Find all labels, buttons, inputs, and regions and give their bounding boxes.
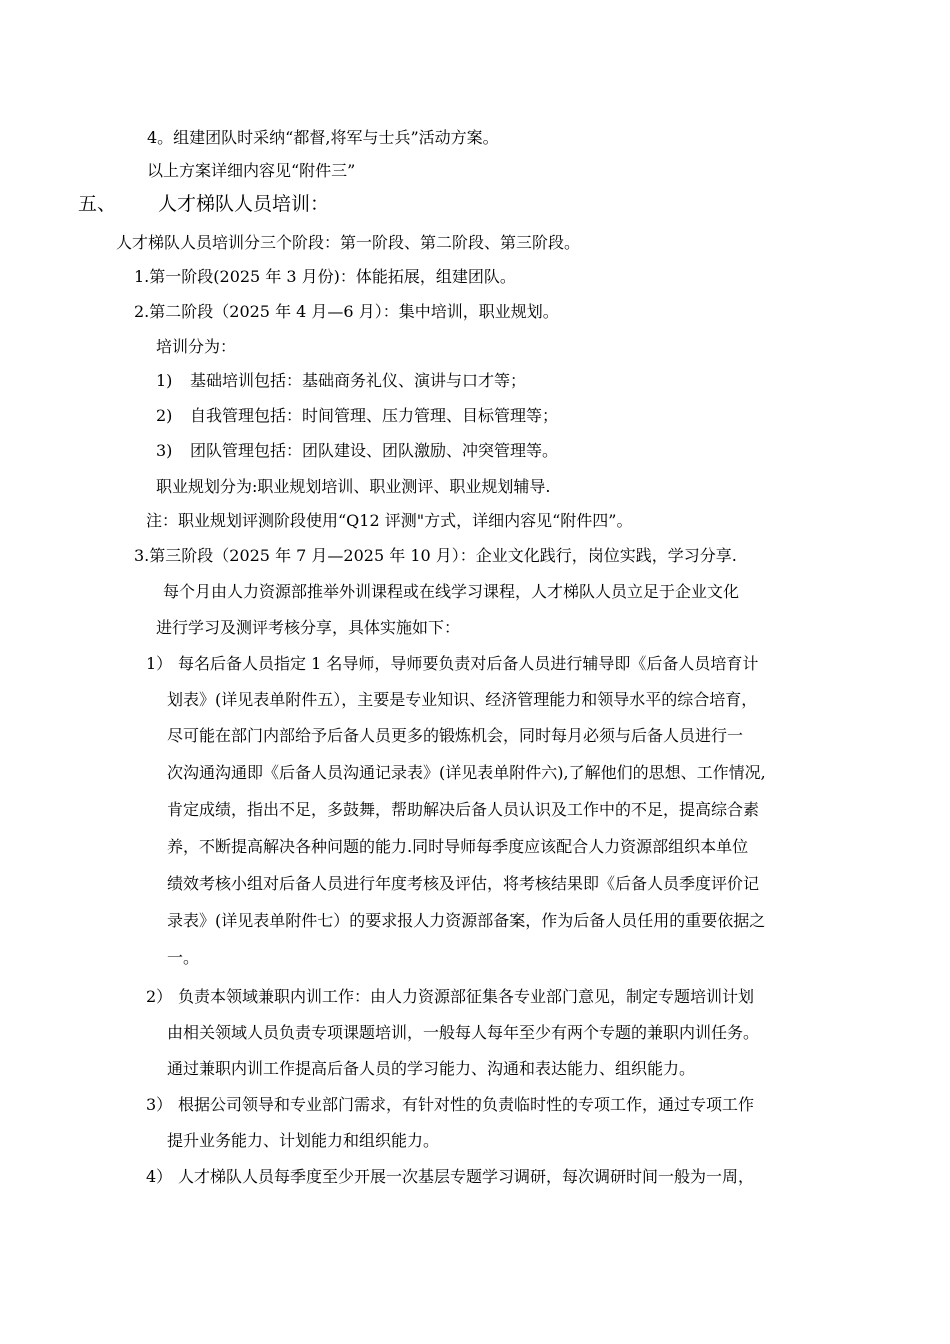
intro-details-note: 以上方案详细内容见“附件三” [147, 161, 356, 180]
training-item [156, 370, 526, 392]
career-note: 注：职业规划评测阶段使用“Q12 评测"方式，详细内容见“附件四”。 [146, 511, 633, 530]
phase-3-intro-line: 进行学习及测评考核分享，具体实施如下： [156, 618, 461, 637]
implementation-item-number: 1） [146, 654, 173, 673]
implementation-item-number: 2） [146, 987, 173, 1006]
implementation-item-line: 负责本领域兼职内训工作：由人力资源部征集各专业部门意见，制定专题培训计划 [178, 987, 755, 1006]
implementation-item-line: 每名后备人员指定 1 名导师，导师要负责对后备人员进行辅导即《后备人员培育计 [178, 654, 759, 673]
phase-2-number: 2. [134, 302, 150, 321]
implementation-item-line: 划表》(详见表单附件五），主要是专业知识、经济管理能力和领导水平的综合培育， [167, 690, 758, 709]
implementation-item-line: 绩效考核小组对后备人员进行年度考核及评估，将考核结果即《后备人员季度评价记 [167, 874, 760, 893]
implementation-item-line: 尽可能在部门内部给予后备人员更多的锻炼机会，同时每月必须与后备人员进行一 [167, 726, 744, 745]
section-number: 五、 [78, 193, 117, 215]
training-item-text: 自我管理包括：时间管理、压力管理、目标管理等； [190, 406, 559, 425]
phase-3-number: 3. [134, 546, 150, 565]
implementation-item-line: 养，不断提高解决各种问题的能力.同时导师每季度应该配合人力资源部组织本单位 [167, 837, 749, 856]
section-heading [78, 193, 329, 215]
training-item-text: 基础培训包括：基础商务礼仪、演讲与口才等； [190, 371, 527, 390]
phase-1-number: 1. [134, 267, 150, 286]
training-item-text: 团队管理包括：团队建设、团队激励、冲突管理等。 [190, 441, 559, 460]
implementation-item-line: 根据公司领导和专业部门需求，有针对性的负责临时性的专项工作，通过专项工作 [178, 1095, 755, 1114]
phase-3 [134, 545, 737, 567]
implementation-item-number: 4） [146, 1167, 173, 1186]
implementation-item-line: 录表》(详见表单附件七）的要求报人力资源部备案，作为后备人员任用的重要依据之 [167, 911, 766, 930]
implementation-item-line: 通过兼职内训工作提高后备人员的学习能力、沟通和表达能力、组织能力。 [167, 1059, 696, 1078]
implementation-item-line: 提升业务能力、计划能力和组织能力。 [167, 1131, 440, 1150]
phase-3-intro-line: 每个月由人力资源部推举外训课程或在线学习课程，人才梯队人员立足于企业文化 [163, 582, 740, 601]
implementation-item-line: 肯定成绩，指出不足，多鼓舞，帮助解决后备人员认识及工作中的不足，提高综合素 [167, 800, 760, 819]
training-item [156, 440, 558, 462]
phase-1-text: 第一阶段(2025 年 3 月份)：体能拓展，组建团队。 [149, 267, 516, 286]
training-item-number: 1) [156, 371, 173, 390]
training-item [156, 405, 558, 427]
phase-3-text: 第三阶段（2025 年 7 月—2025 年 10 月）：企业文化践行，岗位实践，学习分享. [149, 546, 737, 565]
implementation-item-line: 人才梯队人员每季度至少开展一次基层专题学习调研，每次调研时间一般为一周， [178, 1167, 755, 1186]
career-planning: 职业规划分为:职业规划培训、职业测评、职业规划辅导. [156, 477, 551, 496]
training-item-number: 3) [156, 441, 173, 460]
implementation-item-line: 次沟通沟通即《后备人员沟通记录表》(详见表单附件六),了解他们的思想、工作情况, [167, 763, 766, 782]
implementation-item-line: 由相关领域人员负责专项课题培训，一般每人每年至少有两个专题的兼职内训任务。 [167, 1023, 760, 1042]
training-intro: 培训分为： [156, 337, 237, 356]
phase-1 [134, 266, 516, 288]
phase-2-text: 第二阶段（2025 年 4 月—6 月）：集中培训，职业规划。 [149, 302, 559, 321]
training-item-number: 2) [156, 406, 173, 425]
implementation-item-line: 一。 [167, 948, 200, 967]
training-overview: 人才梯队人员培训分三个阶段：第一阶段、第二阶段、第三阶段。 [116, 233, 581, 252]
section-title: 人才梯队人员培训： [158, 193, 330, 215]
implementation-item-number: 3） [146, 1095, 173, 1114]
phase-2 [134, 301, 559, 323]
intro-item-4: 4。组建团队时采纳“都督,将军与士兵”活动方案。 [147, 128, 499, 147]
